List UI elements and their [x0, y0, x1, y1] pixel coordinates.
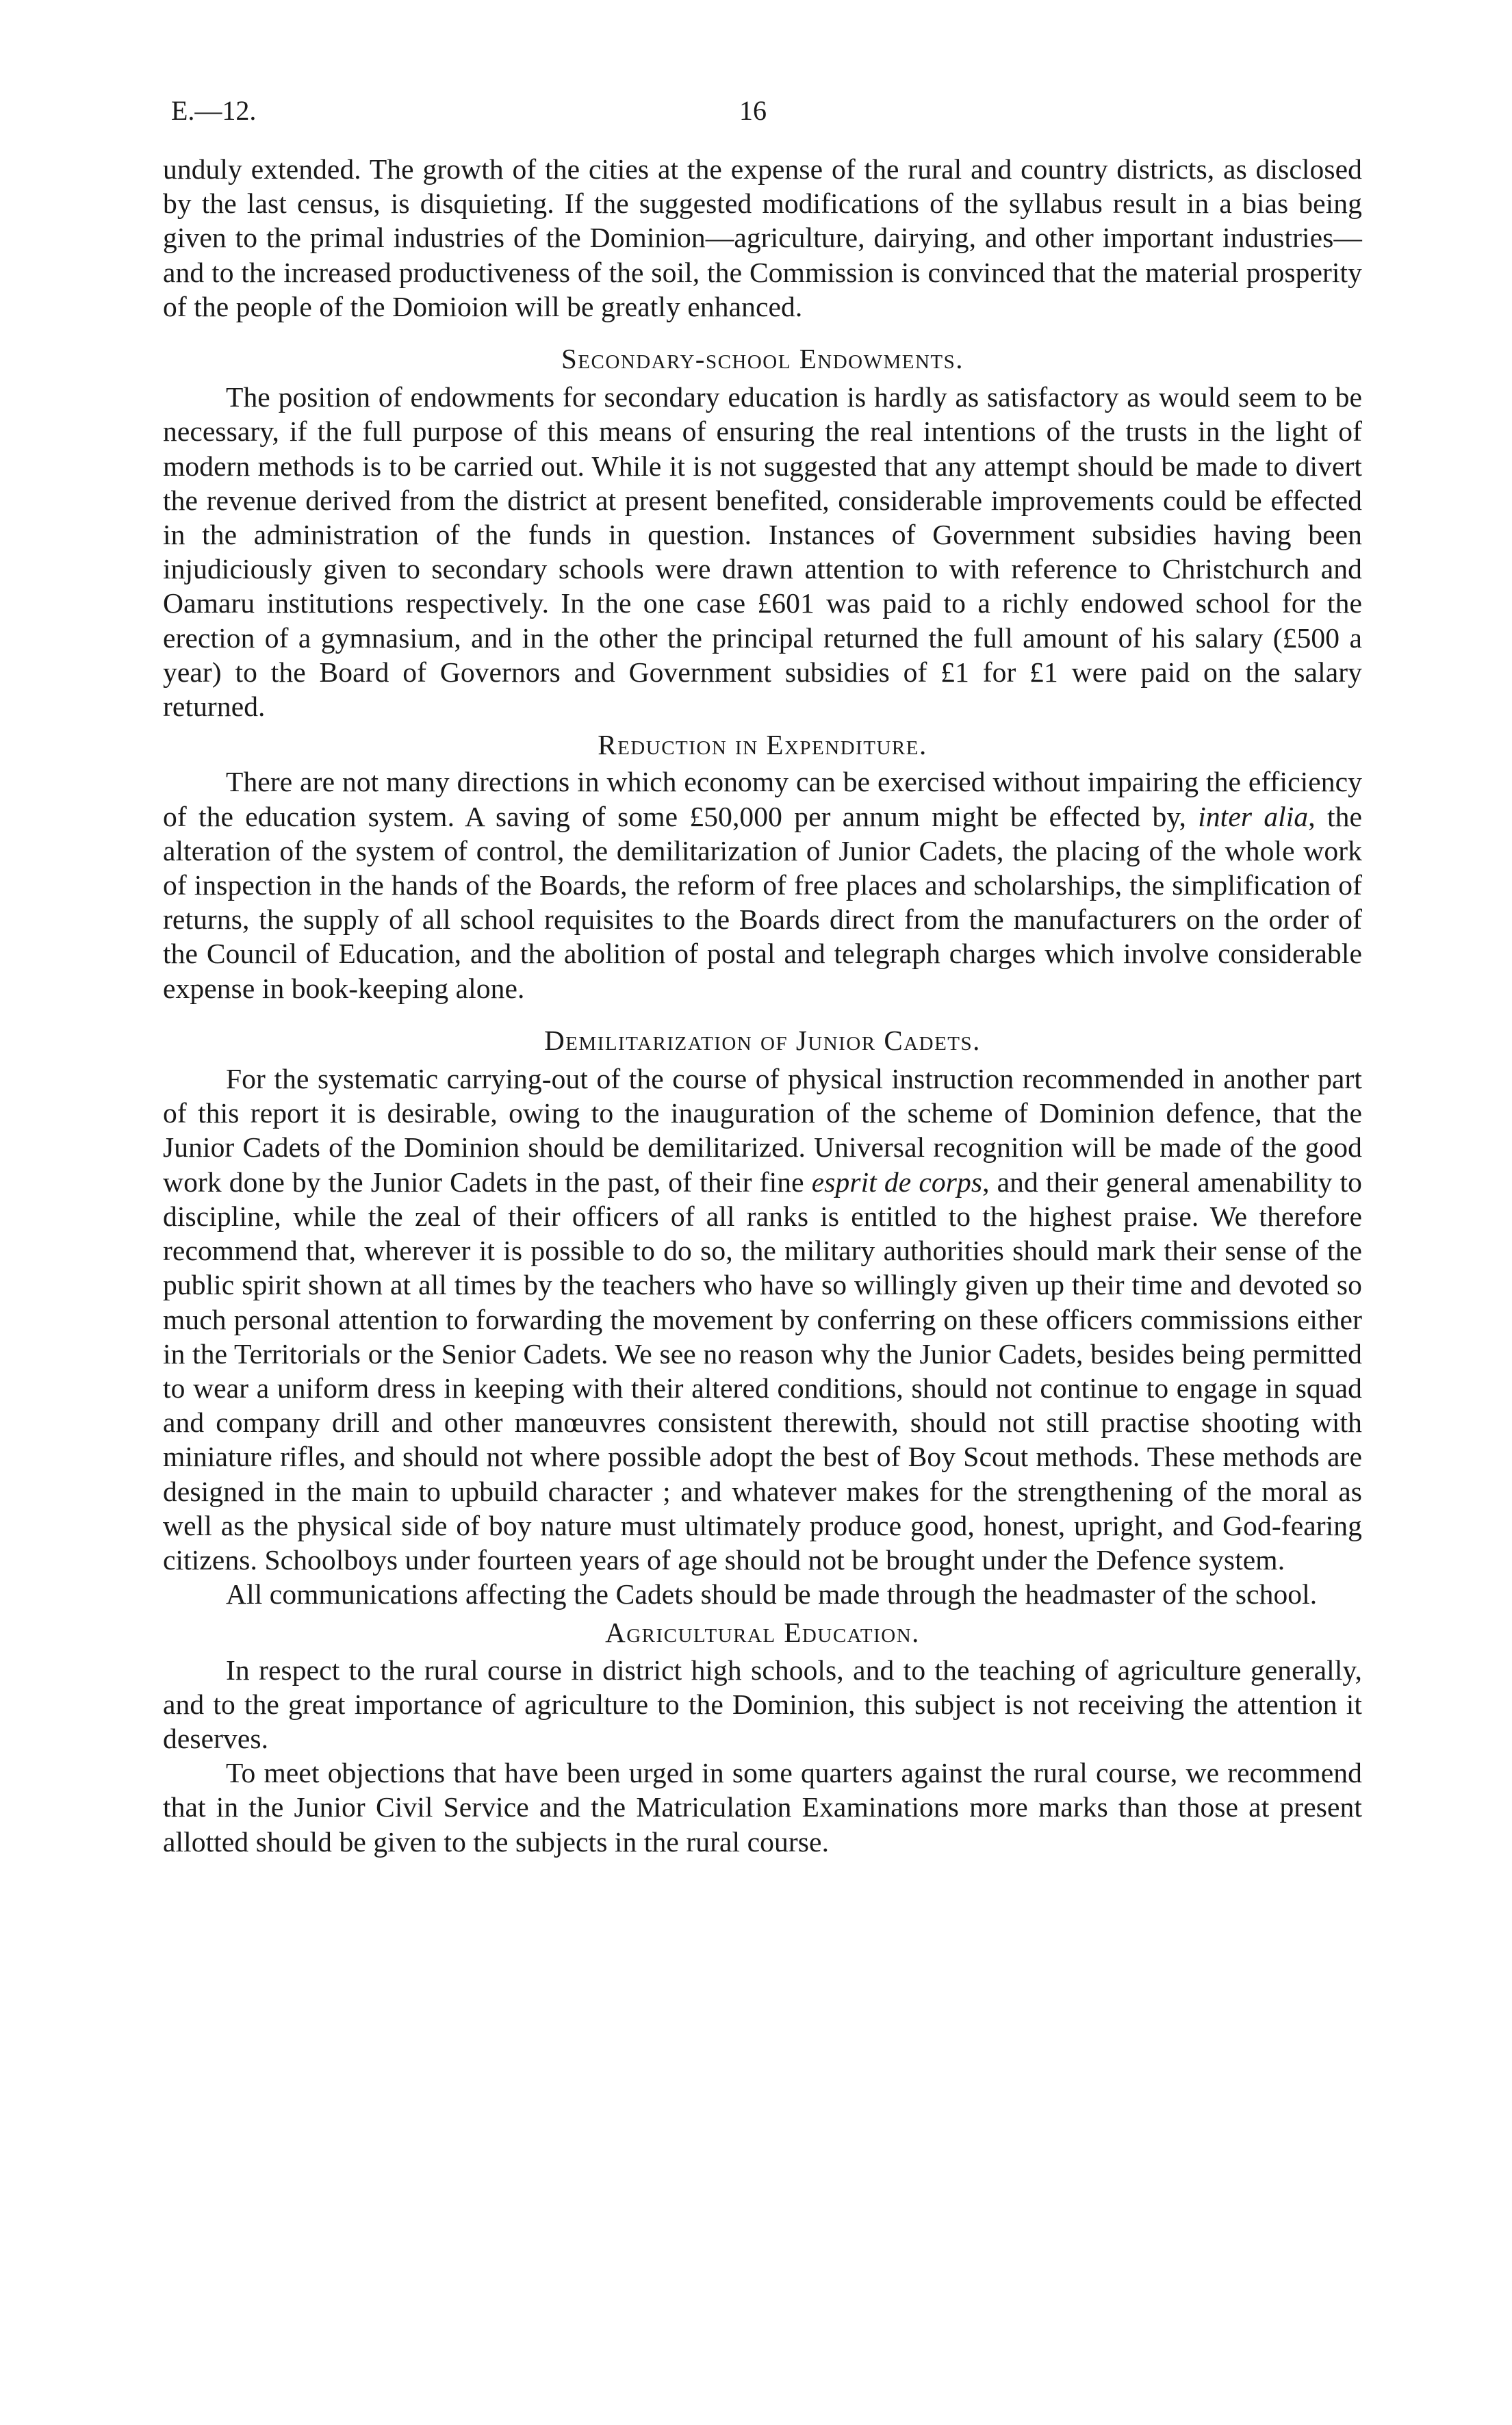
- paragraph-endowments: The position of endowments for secondary education is hardly as satisfactory as would seem to be necessary, if the full purpose of this means of ensuring the real intentions of the trusts in the light of modern methods is to be carried out. While it is not suggested that any attempt should be made to divert the revenue derived from the district at present benefited, considerable improvements could be effected in the administration of the funds in question. Instances of Government subsidies having been injudiciously given to secondary schools were drawn attention to with reference to Christchurch and Oamaru institutions respectively. In the one case £601 was paid to a richly endowed school for the erection of a gymnasium, and in the other the principal returned the full amount of his salary (£500 a year) to the Board of Governors and Government subsidies of £1 for £1 were paid on the salary returned.: [163, 381, 1362, 723]
- text-run: , the alteration of the system of control, the demilitarization of Junior Cadets, the placing of the whole work of inspection in the hands of the Boards, the reform of free places and scholarships, the simplification of returns, the supply of all school requisites to the Boards direct from the manufacturers on the order of the Council of Education, and the abolition of postal and telegraph charges which involve considerable expense in book-keeping alone.: [163, 800, 1362, 1004]
- paragraph-expenditure: [163, 765, 1362, 1005]
- italic-text-run: esprit de corps: [811, 1166, 983, 1198]
- document-body: [163, 152, 1362, 1859]
- paragraph-cadets-communications: All communications affecting the Cadets should be made through the headmaster of the school.: [226, 1578, 1318, 1611]
- text-run: There are not many directions in which economy can be exercised without impairing the efficiency of the education system. A saving of some £50,000 per annum might be effected by,: [163, 766, 1362, 832]
- section-heading-agricultural-education: Agricultural Education.: [605, 1617, 920, 1649]
- paragraph-agriculture-rural-course: In respect to the rural course in district high schools, and to the teaching of agriculture generally, and to the great importance of agriculture to the Dominion, this subject is not receiving the attention it deserves.: [163, 1654, 1362, 1754]
- paragraph-continuation: unduly extended. The growth of the cities at the expense of the rural and country districts, as disclosed by the last census, is disquieting. If the suggested modifications of the syllabus result in a bias being given to the primal industries of the Dominion—agriculture, dairying, and other important industries—and to the increased productiveness of the soil, the Commission is convinced that the material prosperity of the people of the Domioion will be greatly enhanced.: [163, 153, 1362, 322]
- text-run: For the systematic carrying-out of the course of physical instruction recommended in another part of this report it is desirable, owing to the inauguration of the scheme of Dominion defence, that the Junior Cadets of the Dominion should be demilitarized. Universal recognition will be made of the good work done by the Junior Cadets in the past, of their fine: [163, 1063, 1362, 1198]
- document-reference: E.—12.: [171, 95, 257, 126]
- italic-text-run: inter alia: [1198, 800, 1309, 832]
- text-run: , and their general amenability to discipline, while the zeal of their officers of all ranks is entitled to the highest praise. We therefore recommend that, wherever it is possible to do so, the military authorities should mark their sense of the public spirit shown at all times by the teachers who have so willingly given up their time and devoted so much personal attention to forwarding the movement by conferring on these officers commissions either in the Territorials or the Senior Cadets. We see no reason why the Junior Cadets, besides being permitted to wear a uniform dress in keeping with their altered conditions, should not continue to engage in squad and company drill and other manœuvres consistent therewith, should not still practise shooting with miniature rifles, and should not where possible adopt the best of Boy Scout methods. These methods are designed in the main to upbuild character ; and whatever makes for the strengthening of the moral as well as the physical side of boy nature must ultimately produce good, honest, upright, and God-fearing citizens. Schoolboys under fourteen years of age should not be brought under the Defence system.: [163, 1166, 1362, 1576]
- section-heading-secondary-school-endowments: Secondary-school Endowments.: [561, 343, 964, 375]
- paragraph-demilitarization: [163, 1062, 1362, 1577]
- page-number: 16: [739, 95, 767, 126]
- paragraph-agriculture-examinations: To meet objections that have been urged in some quarters against the rural course, we recommend that in the Junior Civil Service and the Matriculation Examinations more marks than those at present allotted should be given to the subjects in the rural course.: [163, 1757, 1362, 1858]
- section-heading-demilitarization: Demilitarization of Junior Cadets.: [544, 1024, 981, 1056]
- section-heading-reduction-in-expenditure: Reduction in Expenditure.: [598, 729, 927, 761]
- page-header: [171, 94, 1376, 136]
